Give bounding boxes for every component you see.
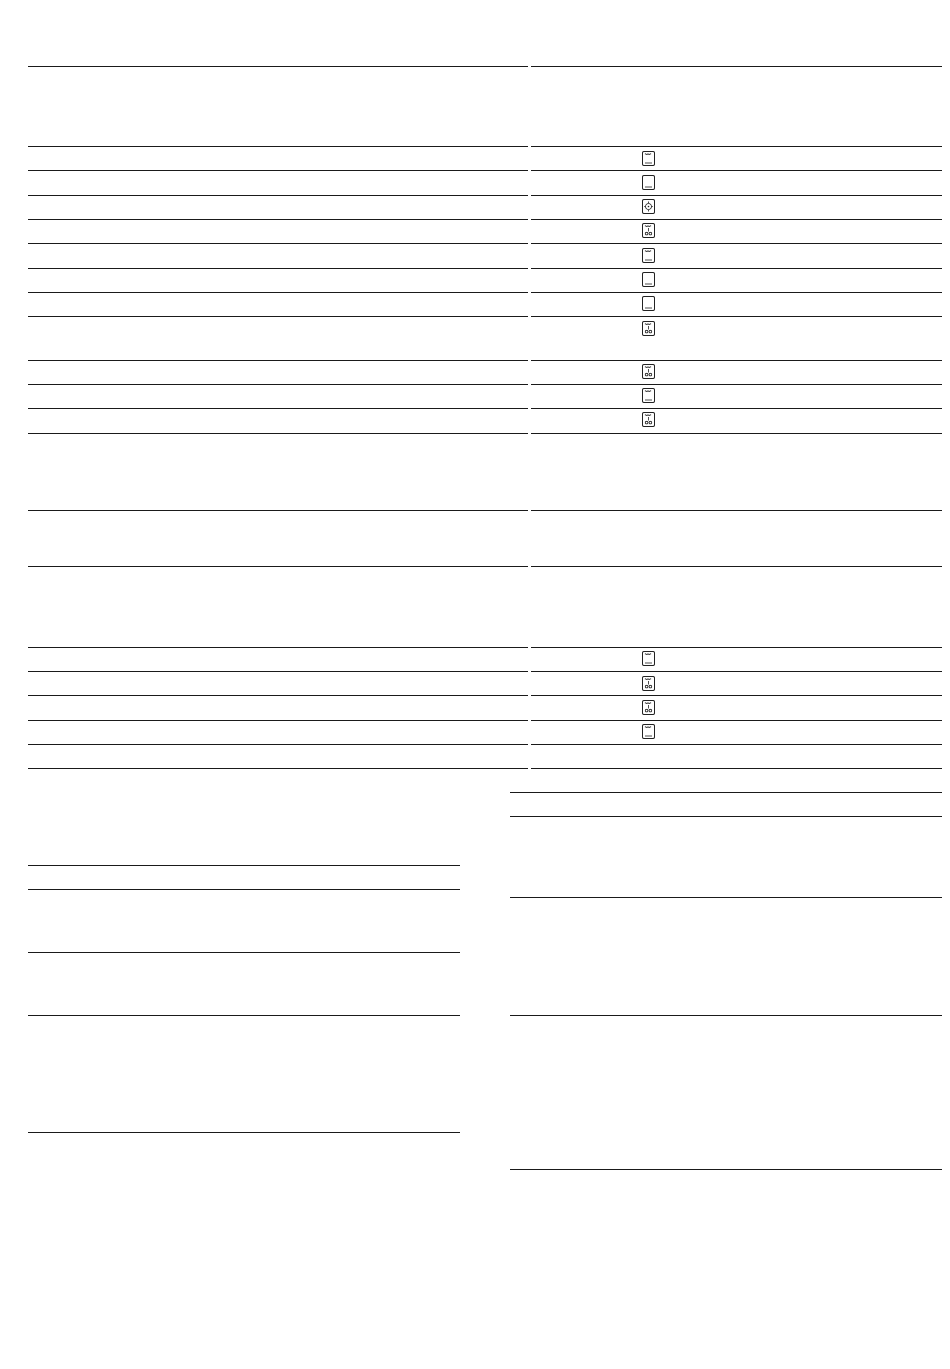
table-row-divider	[531, 219, 942, 220]
top-bottom-heating-icon	[642, 724, 655, 739]
table-top-rule	[28, 66, 528, 67]
table-row-divider	[28, 384, 528, 385]
table-row-divider	[531, 146, 942, 147]
table-row-divider	[28, 1015, 460, 1016]
table-row-divider	[28, 243, 528, 244]
bottom-heating-icon	[642, 175, 655, 190]
table-bottom-rule	[28, 768, 528, 769]
3d-hot-air-icon	[642, 199, 655, 214]
table-row-divider	[510, 1015, 942, 1016]
table-row-divider	[28, 268, 528, 269]
table-row-divider	[28, 316, 528, 317]
table-row-divider	[510, 897, 942, 898]
table-row-divider	[28, 195, 528, 196]
table-row-divider	[28, 889, 460, 890]
table-row-divider	[531, 243, 942, 244]
table-row-divider	[531, 566, 942, 567]
table-row-divider	[531, 292, 942, 293]
table-row-divider	[510, 792, 942, 793]
table-row-divider	[28, 510, 528, 511]
bottom-heating-icon	[642, 272, 655, 287]
table-row-divider	[28, 170, 528, 171]
table-row-divider	[531, 695, 942, 696]
table-row-divider	[28, 408, 528, 409]
table-row-divider	[28, 744, 528, 745]
circulated-air-grilling-icon	[642, 700, 655, 715]
circulated-air-grilling-icon	[642, 412, 655, 427]
table-row-divider	[531, 720, 942, 721]
table-row-divider	[531, 384, 942, 385]
top-bottom-heating-icon	[642, 388, 655, 403]
table-row-divider	[28, 146, 528, 147]
table-row-divider	[531, 195, 942, 196]
table-row-divider	[531, 408, 942, 409]
table-top-rule	[531, 66, 942, 67]
table-row-divider	[28, 720, 528, 721]
bottom-heating-icon	[642, 296, 655, 311]
circulated-air-grilling-icon	[642, 321, 655, 336]
top-bottom-heating-icon	[642, 651, 655, 666]
table-bottom-rule	[28, 1132, 460, 1133]
table-row-divider	[531, 170, 942, 171]
table-row-divider	[531, 510, 942, 511]
table-row-divider	[531, 433, 942, 434]
table-row-divider	[531, 360, 942, 361]
table-row-divider	[531, 671, 942, 672]
top-bottom-heating-icon	[642, 248, 655, 263]
table-row-divider	[531, 647, 942, 648]
table-row-divider	[28, 865, 460, 866]
table-row-divider	[28, 952, 460, 953]
table-row-divider	[28, 647, 528, 648]
circulated-air-grilling-icon	[642, 364, 655, 379]
table-row-divider	[531, 316, 942, 317]
table-row-divider	[531, 268, 942, 269]
table-bottom-rule	[510, 1169, 942, 1170]
top-bottom-heating-icon	[642, 151, 655, 166]
table-row-divider	[531, 744, 942, 745]
table-row-divider	[28, 566, 528, 567]
circulated-air-grilling-icon	[642, 223, 655, 238]
table-row-divider	[510, 816, 942, 817]
table-row-divider	[28, 219, 528, 220]
table-row-divider	[28, 695, 528, 696]
table-row-divider	[28, 292, 528, 293]
circulated-air-grilling-icon	[642, 676, 655, 691]
table-row-divider	[28, 360, 528, 361]
table-bottom-rule	[531, 768, 942, 769]
table-row-divider	[28, 671, 528, 672]
table-row-divider	[28, 433, 528, 434]
